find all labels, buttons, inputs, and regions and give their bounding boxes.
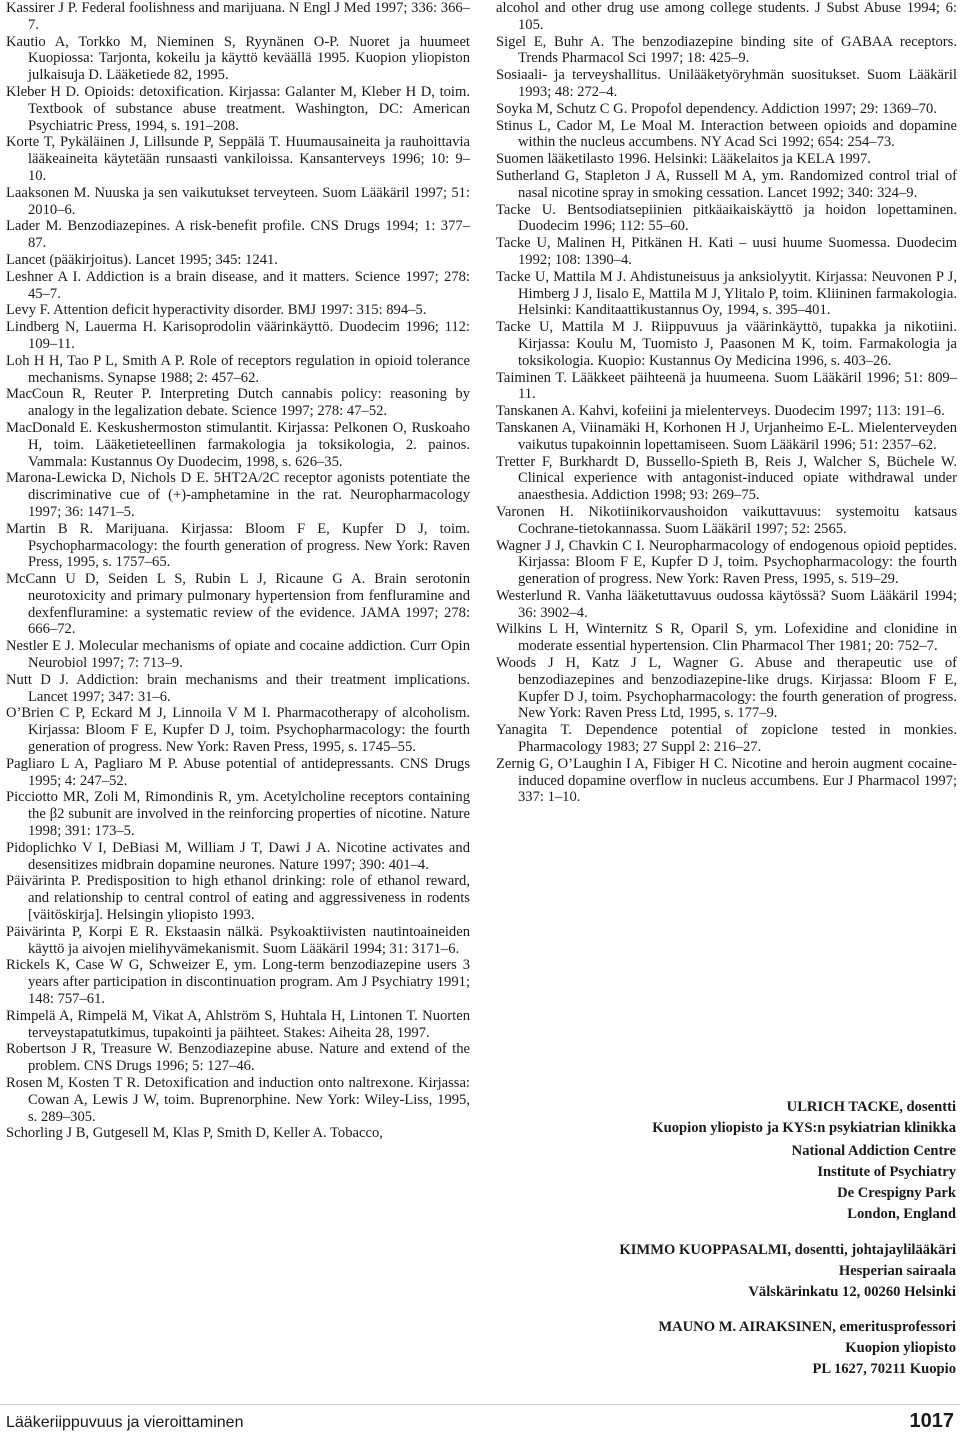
author-affiliation: Kuopion yliopisto ja KYS:n psykiatrian klinikka <box>652 1120 956 1136</box>
reference-entry: Rimpelä A, Rimpelä M, Vikat A, Ahlström S, Huhtala H, Lintonen T. Nuorten terveystapatutkimus, tupakointi ja päihteet. Stakes: Aiheita 28, 1997. <box>6 1007 470 1041</box>
reference-entry: Rosen M, Kosten T R. Detoxification and induction onto naltrexone. Kirjassa: Cowan A, Lewis J W, toim. Buprenorphine. New York: Wiley-Liss, 1995, s. 289–305. <box>6 1075 470 1125</box>
reference-entry: Schorling J B, Gutgesell M, Klas P, Smith D, Keller A. Tobacco, <box>6 1125 383 1142</box>
affiliation-line: Kuopion yliopisto <box>845 1340 956 1356</box>
reference-entry: McCann U D, Seiden L S, Rubin L J, Ricaune G A. Brain serotonin neurotoxicity and primary pulmonary hypertension from fenfluramine and dexfenfluramine: a systematic review of the evidence. JAMA 1997; 278: 666–72. <box>6 571 470 638</box>
affiliation-line: Välskärinkatu 12, 00260 Helsinki <box>748 1284 956 1300</box>
reference-entry: Tacke U, Mattila M J. Riippuvuus ja väärinkäyttö, tupakka ja nikotiini. Kirjassa: Koulu M, Tuomisto J, Paasonen M K, toim. Farmakologia ja toksikologia. Kuopio: Kustannus Oy Medicina 1996, s. 403–26. <box>496 319 957 369</box>
reference-entry: Lindberg N, Lauerma H. Karisoprodolin väärinkäyttö. Duodecim 1996; 112: 109–11. <box>6 319 470 352</box>
reference-entry: Levy F. Attention deficit hyperactivity disorder. BMJ 1997: 315: 894–5. <box>6 302 427 319</box>
reference-entry: Woods J H, Katz J L, Wagner G. Abuse and therapeutic use of benzodiazepines and benzodiazepine-like drugs. Kirjassa: Bloom F E, Kupfer D J, toim. Psychopharmacology: the fourth generation of progress. New York: Raven Press Ltd, 1995, s. 177–9. <box>496 655 957 722</box>
reference-entry: Tacke U. Bentsodiatsepiinien pitkäaikaiskäyttö ja hoidon lopettaminen. Duodecim 1996; 112: 55–60. <box>496 201 957 235</box>
author-name: ULRICH TACKE, dosentti <box>786 1099 956 1115</box>
reference-entry: alcohol and other drug use among college students. J Subst Abuse 1994; 6: 105. <box>496 0 957 33</box>
reference-entry: Marona-Lewicka D, Nichols D E. 5HT2A/2C receptor agonists potentiate the discriminative cue of (+)-amphetamine in the rat. Neuropharmacology 1997; 36: 1471–5. <box>6 470 470 520</box>
reference-entry: O’Brien C P, Eckard M J, Linnoila V M I. Pharmacotherapy of alcoholism. Kirjassa: Bloom F E, Kupfer D J, toim. Psychopharmacology: the fourth generation of progress. New York: Raven Press, 1995, s. 1745–55. <box>6 705 470 756</box>
reference-entry: Nestler E J. Molecular mechanisms of opiate and cocaine addiction. Curr Opin Neurobiol 1997; 7: 713–9. <box>6 638 470 672</box>
reference-entry: Nutt D J. Addiction: brain mechanisms and their treatment implications. Lancet 1997; 347: 31–6. <box>6 671 470 705</box>
reference-entry: Tacke U, Mattila M J. Ahdistuneisuus ja anksiolyytit. Kirjassa: Neuvonen P J, Himberg J J, Iisalo E, Mattila M J, Ylitalo P, toim. Kliininen farmakologia. Helsinki: Kanditaattikustannus Oy, 1994, s. 395–401. <box>496 268 957 319</box>
author-signature-airaksinen <box>496 1317 956 1380</box>
reference-entry: Soyka M, Schutz C G. Propofol dependency. Addiction 1997; 29: 1369–70. <box>496 100 937 117</box>
reference-entry: Rickels K, Case W G, Schweizer E, ym. Long-term benzodiazepine users 3 years after participation in discontinuation program. Am J Psychiatry 1991; 148: 757–61. <box>6 957 470 1008</box>
reference-entry: Päivärinta P. Predisposition to high ethanol drinking: role of ethanol reward, and relationship to central control of eating and aggressiveness in rodents [väitöskirja]. Helsingin yliopisto 1993. <box>6 873 470 924</box>
reference-list-right <box>496 0 957 806</box>
author-signature-kuoppasalmi <box>496 1240 956 1303</box>
reference-entry: Varonen H. Nikotiinikorvaushoidon vaikuttavuus: systemoitu katsaus Cochrane-tietokannassa. Suom Lääkäril 1997; 52: 2565. <box>496 503 957 537</box>
reference-entry: Westerlund R. Vanha lääketuttavuus oudossa käytössä? Suom Lääkäril 1994; 36: 3902–4. <box>496 587 957 621</box>
reference-entry: Kleber H D. Opioids: detoxification. Kirjassa: Galanter M, Kleber H D, toim. Textbook of substance abuse treatment. Washington, DC: American Psychiatric Press, 1994, s. 191–208. <box>6 83 470 134</box>
affiliation-line: Institute of Psychiatry <box>817 1164 956 1180</box>
reference-entry: Wagner J J, Chavkin C I. Neuropharmacology of endogenous opioid peptides. Kirjassa: Bloom F E, Kupfer D J, toim. Psychopharmacology: the fourth generation of progress. New York: Raven Press, 1995, s. 519–29. <box>496 537 957 588</box>
reference-entry: Tanskanen A, Viinamäki H, Korhonen H J, Urjanheimo E-L. Mielenterveyden vaikutus tupakoinnin lopettamiseen. Suom Lääkäril 1996; 51: 2357–62. <box>496 419 957 453</box>
running-title: Lääkeriippuvuus ja vieroittaminen <box>6 1414 244 1431</box>
footer-divider <box>0 1404 960 1405</box>
reference-entry: Laaksonen M. Nuuska ja sen vaikutukset terveyteen. Suom Lääkäril 1997; 51: 2010–6. <box>6 184 470 218</box>
reference-entry: MacCoun R, Reuter P. Interpreting Dutch cannabis policy: reasoning by analogy in the legalization debate. Science 1997; 278: 47–52. <box>6 386 470 420</box>
reference-entry: Päivärinta P, Korpi E R. Ekstaasin nälkä. Psykoaktiivisten nautintoaineiden käyttö ja aivojen mielihyvämekanismit. Suom Lääkäril 1994; 31: 3171–6. <box>6 923 470 957</box>
reference-entry: Leshner A I. Addiction is a brain disease, and it matters. Science 1997; 278: 45–7. <box>6 268 470 302</box>
reference-entry: Tanskanen A. Kahvi, kofeiini ja mielenterveys. Duodecim 1997; 113: 191–6. <box>496 403 945 420</box>
reference-entry: Sigel E, Buhr A. The benzodiazepine binding site of GABAA receptors. Trends Pharmacol Sci 1997; 18: 425–9. <box>496 33 957 67</box>
reference-entry: Suomen lääketilasto 1996. Helsinki: Lääkelaitos ja KELA 1997. <box>496 151 871 168</box>
reference-entry: Tretter F, Burkhardt D, Bussello-Spieth B, Reis J, Walcher S, Büchele W. Clinical experience with antagonist-induced opiate withdrawal under anaesthesia. Addiction 1998; 93: 269–75. <box>496 453 957 504</box>
reference-entry: Yanagita T. Dependence potential of zopiclone tested in monkies. Pharmacology 1983; 27 Suppl 2: 216–27. <box>496 722 957 756</box>
reference-entry: Pagliaro L A, Pagliaro M P. Abuse potential of antidepressants. CNS Drugs 1995; 4: 247–52. <box>6 755 470 789</box>
page-number: 1017 <box>909 1410 954 1432</box>
reference-entry: Lader M. Benzodiazepines. A risk-benefit profile. CNS Drugs 1994; 1: 377–87. <box>6 218 470 252</box>
reference-entry: Martin B R. Marijuana. Kirjassa: Bloom F E, Kupfer D J, toim. Psychopharmacology: the fourth generation of progress. New York: Raven Press, 1995, s. 1757–65. <box>6 520 470 571</box>
author-name: MAUNO M. AIRAKSINEN, emeritusprofessori <box>658 1319 956 1335</box>
reference-entry: Loh H H, Tao P L, Smith A P. Role of receptors regulation in opioid tolerance mechanisms. Synapse 1988; 2: 457–62. <box>6 352 470 386</box>
reference-entry: Kautio A, Torkko M, Nieminen S, Ryynänen O-P. Nuoret ja huumeet Kuopiossa: Tarjonta, kokeilu ja käyttö keväällä 1995. Kuopion yliopiston julkaisuja D. Lääketiede 82, 1995. <box>6 33 470 84</box>
affiliation-line: De Crespigny Park <box>837 1185 956 1201</box>
author-signature-tacke <box>496 1097 956 1139</box>
affiliation-line: Hesperian sairaala <box>838 1263 956 1279</box>
reference-entry: Korte T, Pykäläinen J, Lillsunde P, Seppälä T. Huumausaineita ja rauhoittavia lääkeaineita käytetään runsaasti vankiloissa. Kansanterveys 1996; 10: 9–10. <box>6 134 470 184</box>
reference-entry: Lancet (pääkirjoitus). Lancet 1995; 345: 1241. <box>6 251 278 268</box>
reference-entry: MacDonald E. Keskushermoston stimulantit. Kirjassa: Pelkonen O, Ruskoaho H, toim. Lääketieteellinen farmakologia ja toksikologia, 2. painos. Vammala: Kustannus Oy Duodecim, 1998, s. 626–35. <box>6 419 470 470</box>
reference-entry: Sutherland G, Stapleton J A, Russell M A, ym. Randomized control trial of nasal nicotine spray in smoking cessation. Lancet 1992; 340: 324–9. <box>496 167 957 201</box>
reference-entry: Wilkins L H, Winternitz S R, Oparil S, ym. Lofexidine and clonidine in moderate essential hypertension. Clin Pharmacol Ther 1981; 20: 752–7. <box>496 621 957 655</box>
affiliation-line: National Addiction Centre <box>791 1143 956 1159</box>
reference-entry: Zernig G, O’Laughin I A, Fibiger H C. Nicotine and heroin augment cocaine-induced dopamine overflow in nucleus accumbens. Eur J Pharmacol 1997; 337: 1–10. <box>496 755 957 806</box>
affiliation-line: London, England <box>847 1206 956 1222</box>
reference-entry: Stinus L, Cador M, Le Moal M. Interaction between opioids and dopamine within the nucleus accumbens. NY Acad Sci 1992; 654: 254–73. <box>496 117 957 151</box>
author-name: KIMMO KUOPPASALMI, dosentti, johtajaylilääkäri <box>619 1242 956 1258</box>
reference-entry: Robertson J R, Treasure W. Benzodiazepine abuse. Nature and extend of the problem. CNS Drugs 1996; 5: 127–46. <box>6 1041 470 1075</box>
reference-entry: Pidoplichko V I, DeBiasi M, William J T, Dawi J A. Nicotine activates and desensitizes midbrain dopamine neurones. Nature 1997; 390: 401–4. <box>6 839 470 873</box>
reference-entry: Picciotto MR, Zoli M, Rimondinis R, ym. Acetylcholine receptors containing the β2 subunit are involved in the reinforcing properties of nicotine. Nature 1998; 391: 173–5. <box>6 789 470 840</box>
affiliation-line: PL 1627, 70211 Kuopio <box>812 1361 956 1377</box>
author-signature-centre <box>496 1141 956 1225</box>
reference-list-left <box>6 0 470 1142</box>
reference-entry: Kassirer J P. Federal foolishness and marijuana. N Engl J Med 1997; 336: 366–7. <box>6 0 470 33</box>
reference-entry: Sosiaali- ja terveyshallitus. Unilääketyöryhmän suositukset. Suom Lääkäril 1993; 48: 272–4. <box>496 67 957 100</box>
reference-entry: Tacke U, Malinen H, Pitkänen H. Kati – uusi huume Suomessa. Duodecim 1992; 108: 1390–4. <box>496 235 957 268</box>
reference-entry: Taiminen T. Lääkkeet päihteenä ja huumeena. Suom Lääkäril 1996; 51: 809–11. <box>496 369 957 403</box>
